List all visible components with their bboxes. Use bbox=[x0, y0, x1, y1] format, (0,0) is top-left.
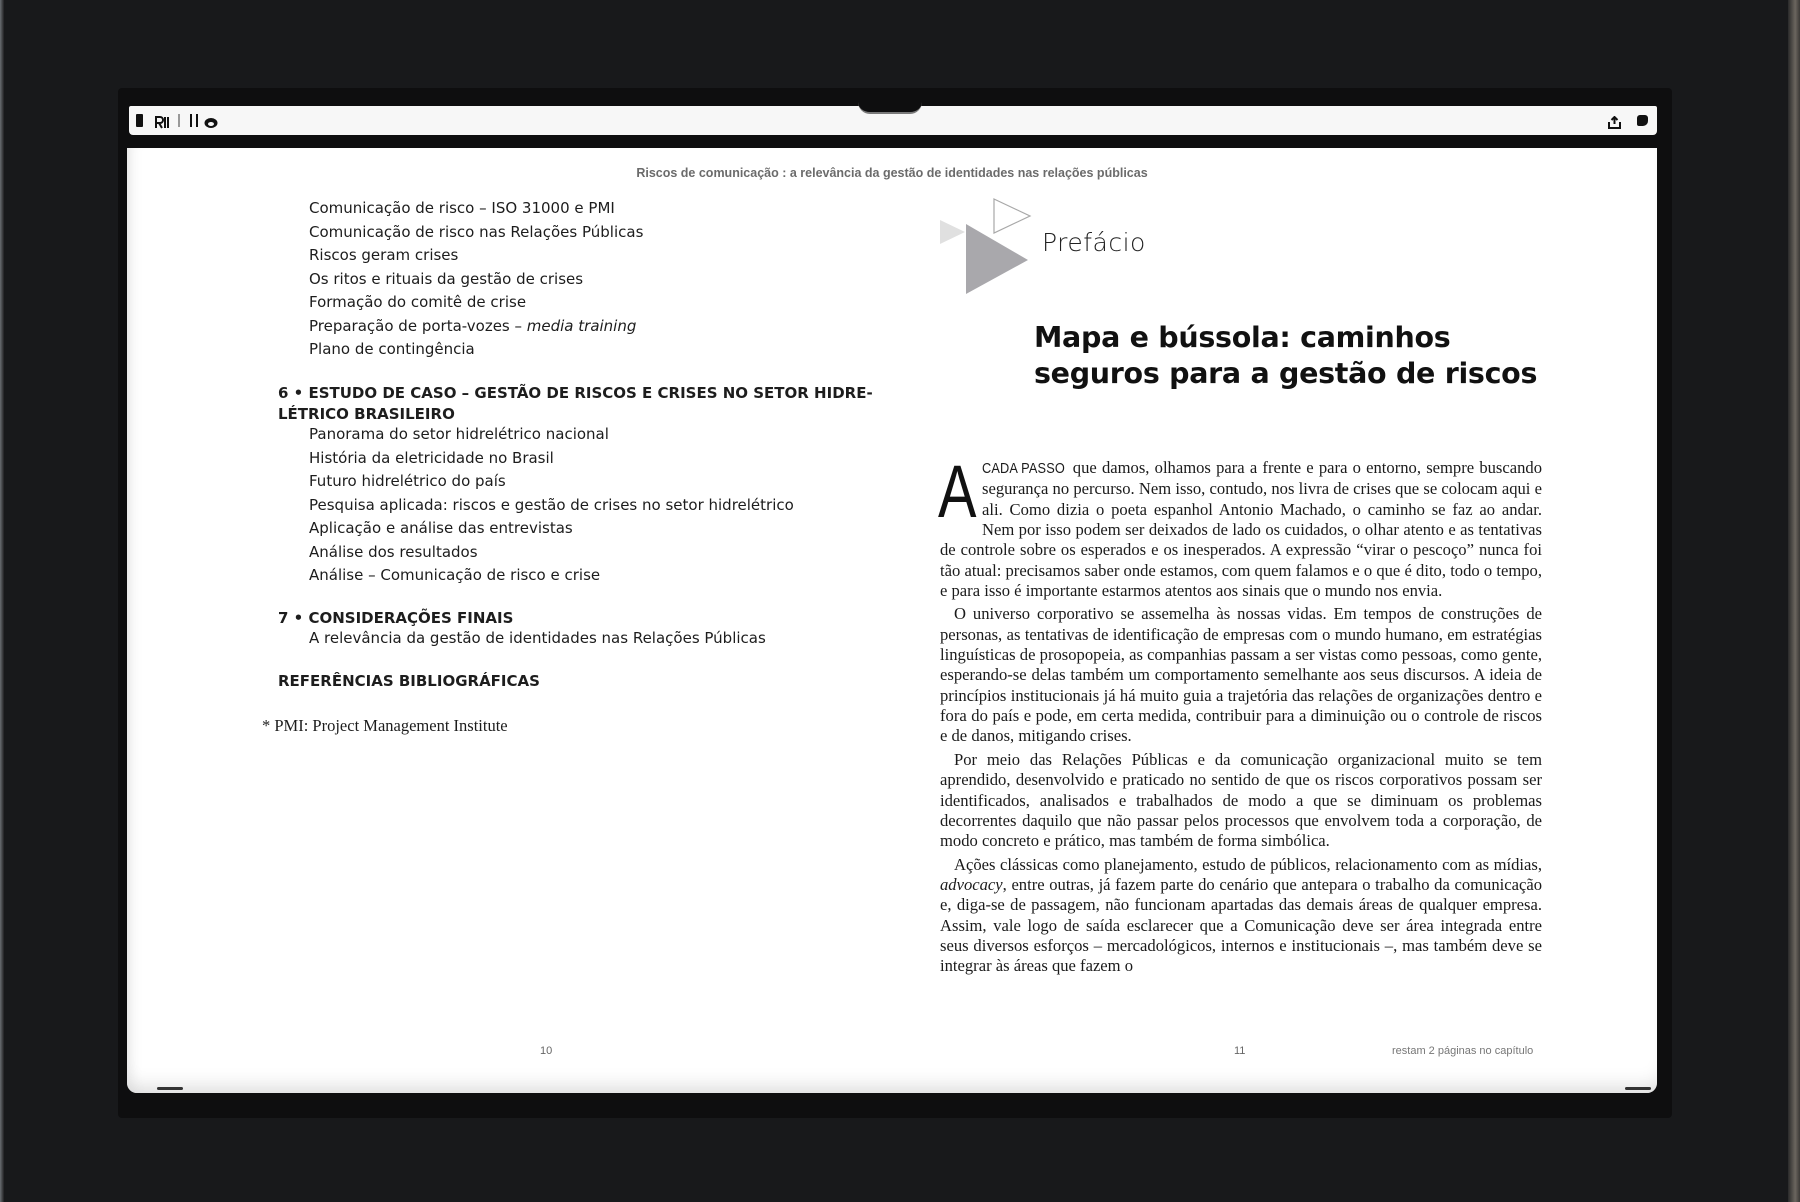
paragraph-text: Ações clássicas como planejamento, estudo de públicos, relacionamento com as mídias, bbox=[954, 854, 1542, 874]
chapter-title: Mapa e bússola: caminhos seguros para a gestão de riscos bbox=[1034, 321, 1538, 390]
toc-item[interactable]: História da eletricidade no Brasil bbox=[309, 448, 554, 467]
chapter-body bbox=[938, 450, 1542, 980]
toc-item[interactable]: Plano de contingência bbox=[309, 340, 475, 358]
toc-item[interactable]: Análise – Comunicação de risco e crise bbox=[309, 566, 601, 584]
drop-cap: A bbox=[938, 450, 977, 533]
running-head: Riscos de comunicação : a relevância da gestão de identidades nas relações públicas bbox=[636, 166, 1148, 180]
page-number-right: 11 bbox=[1234, 1045, 1246, 1057]
toc-chapter-6-line2: LÉTRICO BRASILEIRO bbox=[278, 404, 455, 423]
device-left-edge bbox=[0, 0, 4, 1202]
page-number-left: 10 bbox=[540, 1045, 553, 1057]
paragraph: O universo corporativo se assemelha às nossas vidas. Em tempos de construções de personas, as tentativas de identificação de empresas com o mundo humano, em estratégias linguísticas de prosopopeia, as companhias passam a ser vistas como pessoas, como gente, esperando-se delas também um comportamento semelhante aos seus discursos. A ideia de princípios institucionais já há muito guia a trajetória das relações de organizações dentro e fora do país e pode, em certa medida, contribuir para a diminuição ou o controle de riscos e de danos, mitigando crises. bbox=[940, 604, 1542, 746]
bookmark-icon[interactable] bbox=[1637, 115, 1648, 126]
toc-item[interactable] bbox=[309, 317, 636, 335]
paragraph-italic: advocacy bbox=[940, 874, 1003, 894]
toc-item[interactable]: Panorama do setor hidrelétrico nacional bbox=[309, 425, 609, 443]
pages-remaining: restam 2 páginas no capítulo bbox=[1392, 1045, 1534, 1057]
paragraph-text: que damos, olhamos para a frente e para o entorno, sempre buscando segurança no percurso. Nem isso, contudo, nos livra de crises que se colocam aqui e ali. Como dizia o poeta espanhol Antonio Machado, o caminho se faz ao andar. Nem por isso podem ser deixados de lado os cuidados, o olhar atento e as tentativas de controle sobre os esperados e os inesperados. A expressão “virar o pescoço” nunca foi tão atual: precisamos saber onde estamos, com quem falamos e o que é dito, todo o tempo, e para isso é importante estarmos atentos aos sinais que o mundo nos envia. bbox=[940, 458, 1542, 601]
footnote: * PMI: Project Management Institute bbox=[262, 716, 508, 735]
corner-indicator-right bbox=[1625, 1087, 1651, 1090]
toc-item[interactable]: Futuro hidrelétrico do país bbox=[309, 472, 506, 490]
lead-in: CADA PASSO bbox=[982, 460, 1065, 477]
device-right-edge bbox=[1788, 0, 1800, 1202]
toc-chapter-6-line1: 6 • ESTUDO DE CASO – GESTÃO DE RISCOS E CRISES NO SETOR HIDRE- bbox=[278, 384, 873, 402]
book-spread[interactable] bbox=[127, 148, 1657, 1093]
toc-chapter-7[interactable]: 7 • CONSIDERAÇÕES FINAIS bbox=[278, 609, 514, 627]
chapter-triangles-icon bbox=[937, 196, 1037, 296]
chapter-label: Prefácio bbox=[1042, 228, 1146, 257]
toc-item-italic: media training bbox=[526, 316, 637, 335]
corner-indicator-left bbox=[157, 1087, 183, 1090]
camera-notch bbox=[858, 102, 922, 114]
library-icon[interactable] bbox=[136, 114, 143, 127]
paragraph bbox=[940, 855, 1542, 977]
toc-item[interactable]: Análise dos resultados bbox=[309, 542, 478, 561]
toc-item[interactable]: Aplicação e análise das entrevistas bbox=[309, 519, 573, 537]
toc-item[interactable]: A relevância da gestão de identidades nas Relações Públicas bbox=[309, 629, 766, 647]
paragraph bbox=[938, 450, 1542, 601]
share-icon[interactable] bbox=[1608, 114, 1621, 127]
toc-item[interactable]: Comunicação de risco nas Relações Públicas bbox=[309, 222, 644, 241]
toc-item-text: Preparação de porta-vozes – bbox=[309, 316, 527, 335]
divider-icon bbox=[178, 114, 180, 127]
toc-item[interactable]: Os ritos e rituais da gestão de crises bbox=[309, 269, 584, 288]
search-icon[interactable] bbox=[203, 114, 218, 127]
toc-item[interactable]: Comunicação de risco – ISO 31000 e PMI bbox=[309, 199, 615, 217]
paragraph-text: , entre outras, já fazem parte do cenário que antepara o trabalho da comunicação e, diga-se de passagem, não funcionam apartadas das demais áreas de qualquer empresa. Assim, vale logo de saída esclarecer que a Comunicação deve ser área integrada entre seus diversos esforços – mercadológicos, internos e institucionais –, mas também deve se integrar às áreas que fazem o bbox=[940, 874, 1542, 976]
toc-references[interactable]: REFERÊNCIAS BIBLIOGRÁFICAS bbox=[278, 672, 540, 690]
paragraph: Por meio das Relações Públicas e da comunicação organizacional muito se tem aprendido, desenvolvido e praticado no sentido de que os riscos corporativos possam ser identificados, analisados e trabalhados de modo a que se diminuam os problemas decorrentes daquilo que não passar pelos processos que envolvem toda a corporação, de modo concreto e prático, mas também de forma simbólica. bbox=[940, 749, 1542, 851]
toc-icon[interactable] bbox=[190, 114, 198, 127]
toc-item[interactable]: Riscos geram crises bbox=[309, 246, 459, 264]
toc-item[interactable]: Pesquisa aplicada: riscos e gestão de crises no setor hidrelétrico bbox=[309, 495, 794, 514]
text-settings-icon[interactable] bbox=[155, 114, 167, 127]
toc-chapter-6[interactable] bbox=[278, 383, 873, 424]
toc-item[interactable]: Formação do comitê de crise bbox=[309, 293, 527, 311]
